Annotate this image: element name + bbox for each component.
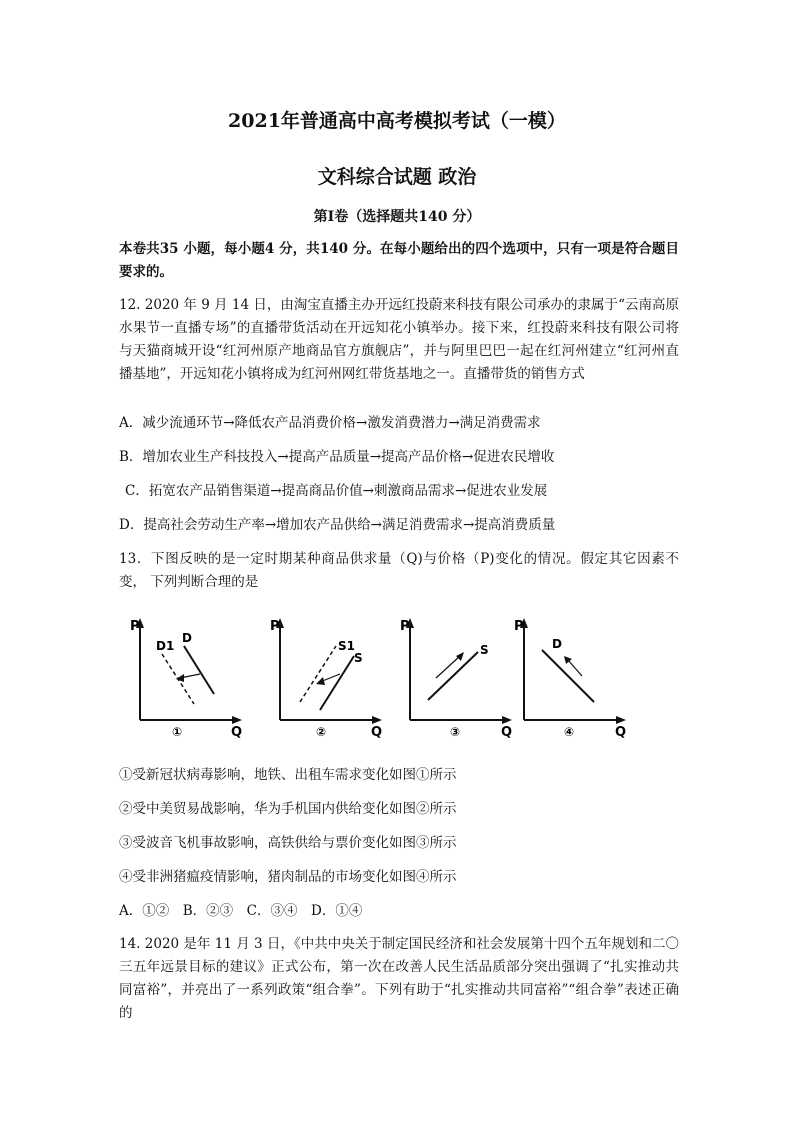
q12-option-d: D．提高社会劳动生产率→增加农产品供给→满足消费需求→提高消费质量 bbox=[119, 517, 556, 533]
q13-choices: A．①② B．②③ C．③④ D．①④ bbox=[119, 903, 363, 919]
graph-1-label-d1: D1 bbox=[156, 639, 175, 653]
graph-1-y-axis: P bbox=[130, 619, 140, 634]
question-13-stem: 13．下图反映的是一定时期某种商品供求量（Q)与价格（P)变化的情况。假定其它因素不变， 下列判断合理的是 bbox=[119, 551, 679, 590]
graph-1-d-line bbox=[184, 646, 214, 694]
graph-3-y-axis: P bbox=[400, 619, 410, 634]
exam-title: 2021年普通高中高考模拟考试（一模） bbox=[228, 110, 566, 132]
graph-2-label-s: S bbox=[354, 651, 363, 665]
graph-1-number: ① bbox=[172, 725, 183, 739]
graph-2-x-axis: Q bbox=[371, 725, 383, 740]
graph-4-number: ④ bbox=[564, 725, 575, 739]
subject-title: 文科综合试题 政治 bbox=[317, 166, 477, 188]
graph-3-s-line bbox=[428, 652, 478, 700]
graph-4-y-axis: P bbox=[514, 619, 524, 634]
question-14-stem: 14. 2020 是年 11 月 3 日，《中共中央关于制定国民经济和社会发展第十四个五年规划和二〇三五年远景目标的建议》正式公布，第一次在改善人民生活品质部分突出强调了“扎实推动共同富裕”，并亮出了一系列政策“组合拳”。下列有助于“扎实推动共同富裕”“组合拳”表述正确的 bbox=[119, 936, 679, 1021]
graph-3-number: ③ bbox=[450, 725, 461, 739]
q12-option-a: A．减少流通环节→降低农产品消费价格→激发消费潜力→满足消费需求 bbox=[119, 415, 541, 431]
instructions: 本卷共35 小题，每小题4 分，共140 分。在每小题给出的四个选项中，只有一项是符合题目要求的。 bbox=[119, 241, 679, 280]
q12-option-c: C．拓宽农产品销售渠道→提高商品价值→刺激商品需求→促进农业发展 bbox=[125, 483, 548, 499]
graph-3-label-s: S bbox=[480, 643, 489, 657]
graph-1 bbox=[128, 612, 248, 742]
graph-2-number: ② bbox=[316, 725, 327, 739]
graph-3-move-arrow bbox=[436, 656, 460, 678]
graph-2 bbox=[268, 612, 388, 742]
graph-4-x-axis: Q bbox=[615, 725, 627, 740]
graph-4-label-d: D bbox=[552, 637, 562, 651]
q13-statement-1: ①受新冠状病毒影响，地铁、出租车需求变化如图①所示 bbox=[119, 767, 457, 783]
q13-statement-2: ②受中美贸易战影响，华为手机国内供给变化如图②所示 bbox=[119, 801, 457, 817]
graph-4 bbox=[512, 612, 632, 742]
graph-1-x-axis: Q bbox=[231, 725, 243, 740]
section-title: 第Ⅰ卷（选择题共140 分） bbox=[313, 209, 481, 225]
graph-2-label-s1: S1 bbox=[338, 639, 355, 653]
q13-statement-4: ④受非洲猪瘟疫情影响，猪肉制品的市场变化如图④所示 bbox=[119, 869, 457, 885]
q13-statement-3: ③受波音飞机事故影响，高铁供给与票价变化如图③所示 bbox=[119, 835, 457, 851]
graph-1-label-d: D bbox=[182, 631, 192, 645]
q12-option-b: B．增加农业生产科技投入→提高产品质量→提高产品价格→促进农民增收 bbox=[119, 449, 555, 465]
question-12-stem: 12. 2020 年 9 月 14 日，由淘宝直播主办开远红投蔚来科技有限公司承办的隶属于“云南高原水果节一直播专场”的直播带货活动在开远知花小镇举办。接下来，红投蔚来科技有限公司将与天猫商城开设“红河州原产地商品官方旗舰店”，并与阿里巴巴一起在红河州建立“红河州直播基地”，开远知花小镇将成为红河州网红带货基地之一。直播带货的销售方式 bbox=[119, 297, 679, 382]
graph-3 bbox=[398, 612, 518, 742]
graph-4-move-arrow bbox=[568, 660, 582, 676]
graph-2-y-axis: P bbox=[270, 619, 280, 634]
graph-3-x-axis: Q bbox=[501, 725, 513, 740]
